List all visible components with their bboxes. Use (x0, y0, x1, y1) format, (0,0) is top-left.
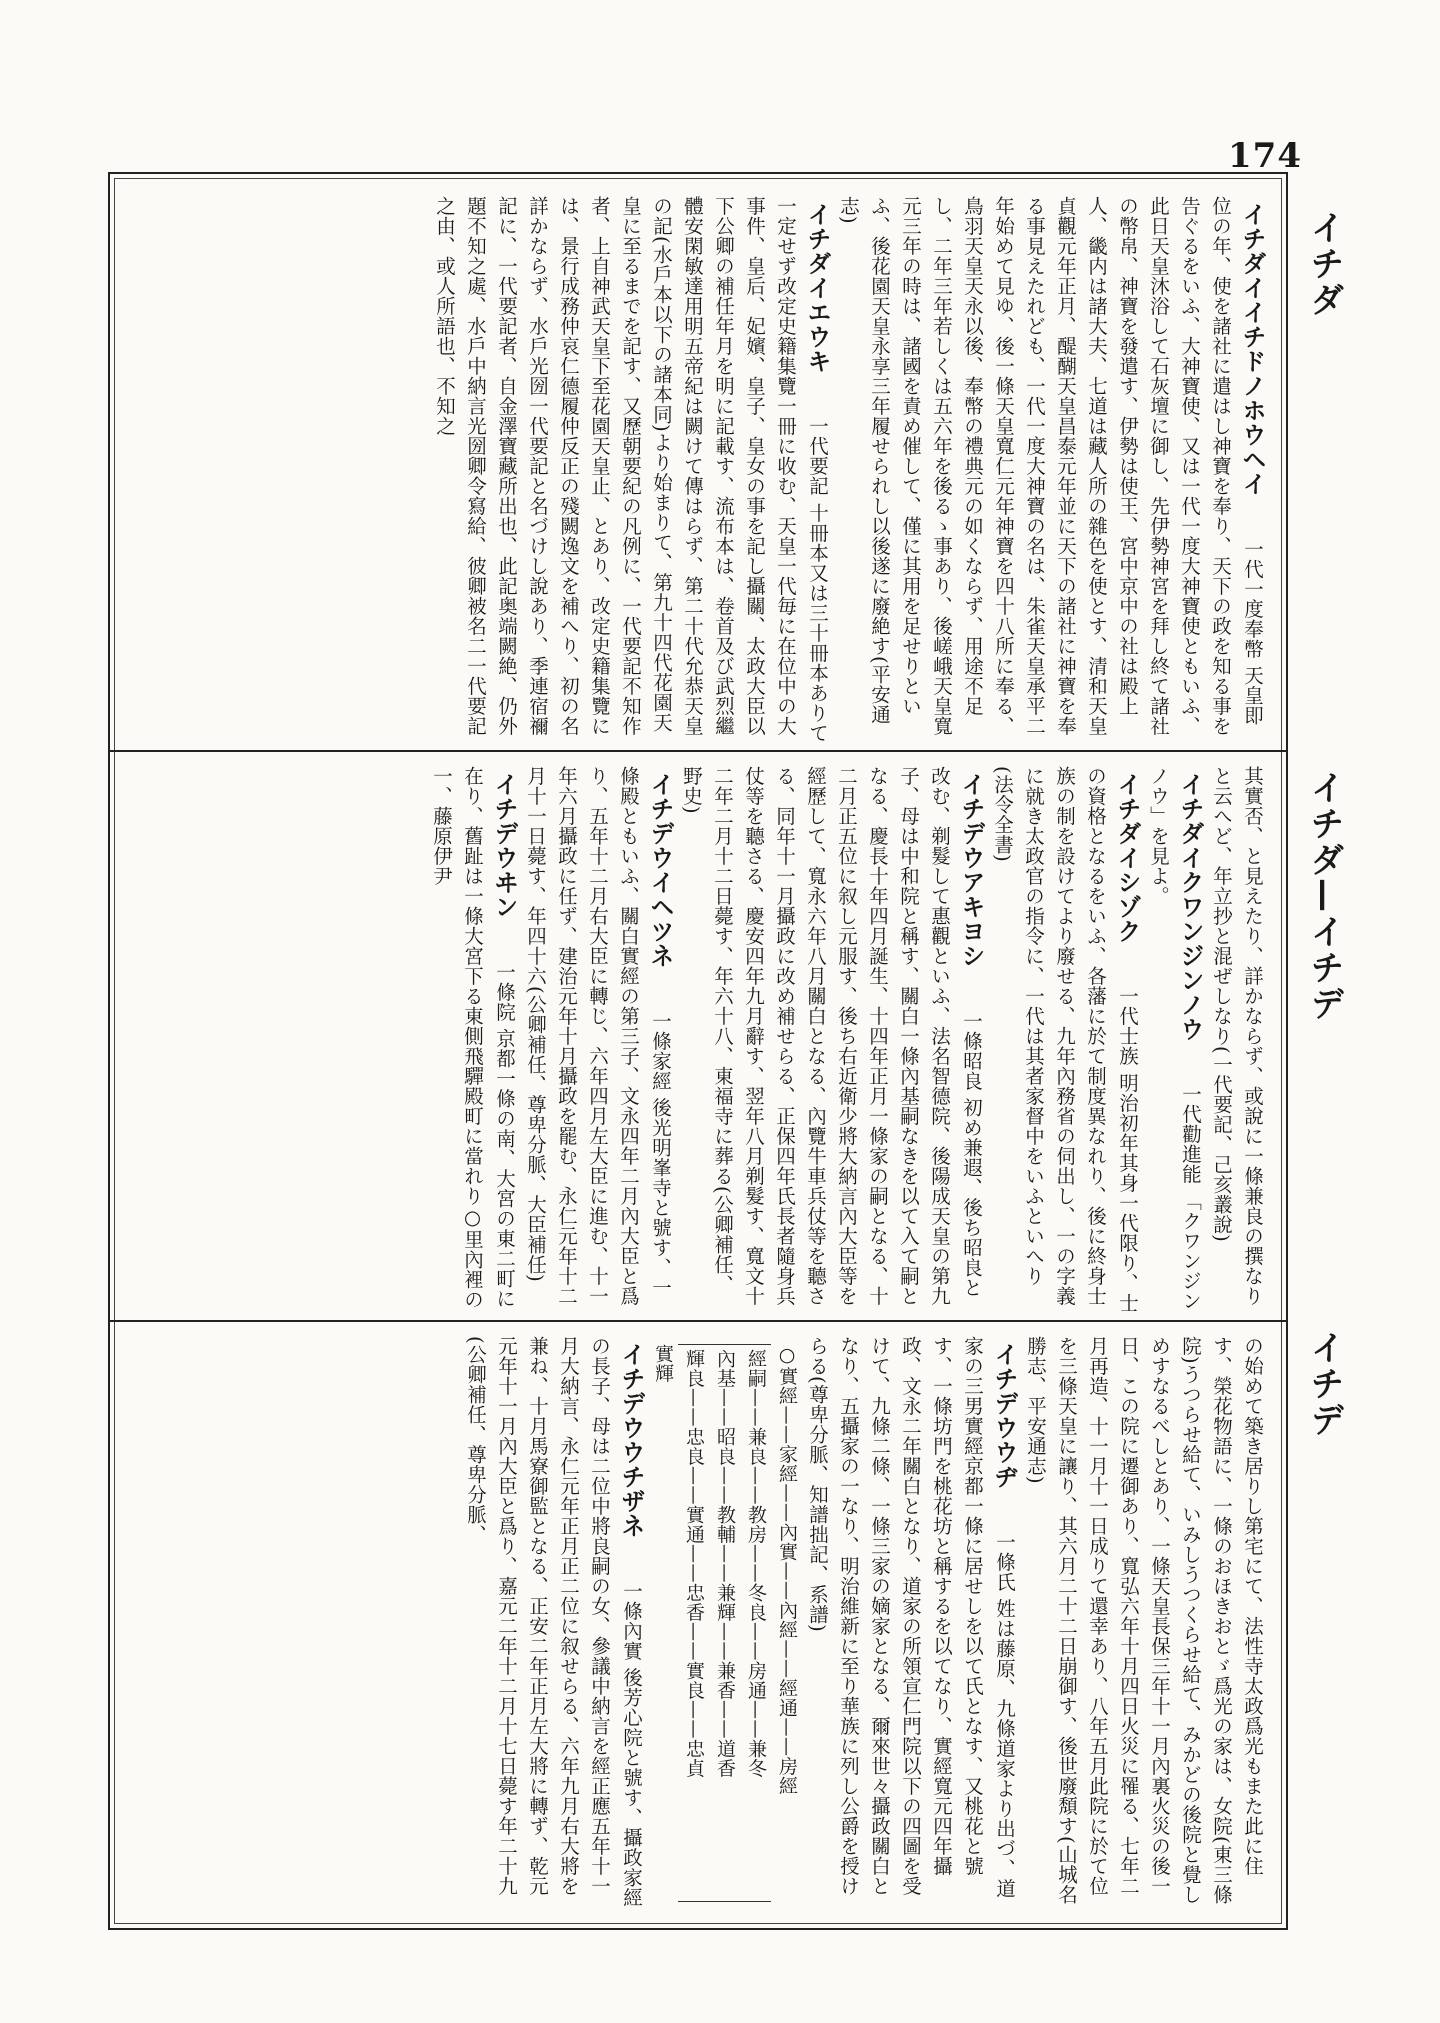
entry-body: 「クワンジンノウ」を見よ。 (1147, 766, 1202, 1311)
entry-heading: イチダイイチドノホウヘイ (1238, 202, 1266, 496)
entry-heading: イチダイエウキ (803, 202, 831, 374)
entry-body: 十冊本又は三十冊本ありて一定せず改定史籍集覽一冊に收む、天皇一代毎に在位中の大事件、皇后、妃嬪、皇子、皇女の事を記し攝關、太政大臣以下公卿の補任年月を明に記載す、流布本は、卷首及び武烈繼體安閑敏達用明五帝紀は闕けて傳はらず、第二十代允恭天皇の記(水戶本以下の諸本同)より始まりて、第九十四代花園天皇に至るまでを記す、又歷朝要紀の凡例に、一代要記不知作者、上自神武天皇下至花園天皇止、とあり、改定史籍集覽には、景行成務仲哀仁德履仲反正の殘闕逸文を補へり、初の名詳かならず、水戶光圀一代要記と名づけし說あり、季連宿禰記に、一代要記者、自金澤寶藏所出也、此記奥端闕絶、仍外題不知之處、水戶中納言光圀卿令寫給、彼卿被名二一代要記之由、或人所語也、不知之 (433, 196, 829, 743)
entry-body: 初め兼遐、後ち昭良と改む、剃髮して惠觀といふ、法名智德院、後陽成天皇の第九子、母は中和院と稱す、關白一條內基嗣なきを以て入て嗣となる、慶長十年四月誕生、十四年正月一條家の嗣となる、十二月正五位に叙し元服す、後ち右近衛少將大納言內大臣等を經歷して、寬永六年八月關白となる、內覽牛車兵仗等を聽さる、同年十一月攝政に改め補せらる、正保四年氏長者隨身兵仗等を聽さる、慶安四年九月辭す、翌年八月剃髮す、寬文十二年二月十二日薨す、年六十八、東福寺に葬る(公卿補任、野史) (680, 766, 983, 1306)
entry-ichijou-in (426, 766, 520, 1314)
running-head-bottom: イチデ (1304, 1330, 1344, 1438)
entry-ichijou-uchizane (460, 1336, 647, 1910)
entry-heading: イチデウウチザネ (617, 1342, 645, 1538)
entry-heading: イチデウウヂ (990, 1342, 1018, 1489)
divider-top-middle (110, 750, 1286, 752)
entry-reference: 一代一度奉幣 (1241, 538, 1264, 659)
entry-heading: イチダイクワンジンノウ (1176, 772, 1204, 1042)
entry-reference: 一條院 (493, 961, 516, 1022)
entry-ichidai-kanjin-nou (1143, 766, 1206, 1314)
divider-middle-bottom (110, 1320, 1286, 1322)
entry-body: 後光明峯寺と號す、一條殿ともいふ、關白實經の第三子、文永四年二月內大臣と爲り、五年十二月右大臣に轉じ、六年四月左大臣に進む、十一年六月攝政に任ず、建治元年十月攝政を罷む、永仁元年十二月十一日薨す、年四十六(公卿補任、尊卑分脈、大臣補任) (524, 766, 672, 1306)
entry-body: の始めて築き居りし第宅にて、法性寺太政爲光もまた此に住す、榮花物語に、一條のおほきおとゞ爲光の家は、女院(東三條院)うつらせ給て、いみしうつくらせ給て、みかどの後院と覺しめすなるべしとあり、一條天皇長保三年十一月內裏火災の後一日、この院に遷御あり、寬弘六年十月四日火災に罹る、七年二月再造、十一月十一日成りて還幸あり、八年五月此院に於て位を三條天皇に讓り、其六月二十二日崩御す、後世廢頽す(山城名勝志、平安通志) (1024, 1336, 1264, 1905)
entry-heading: イチダイシゾク (1113, 772, 1141, 944)
section-middle (128, 766, 1268, 1314)
entry-ichijou-ietsune (520, 766, 676, 1314)
entry-continued (1020, 1336, 1268, 1910)
entry-body: 姓は藤原、九條道家より出づ、道家の三男實經京都一條に居せしを以て氏となす、又桃花と號す、一條坊門を桃花坊と稱するを以てなり、實經寬元四年攝政、文永二年關白となり、道家の所領宣仁門院以下の四圖を受けて、九條二條、一條三家の嫡家となる、爾來世々攝政關白となり、五攝家の一なり、明治維新に至り華族に列し公爵を授けらる(尊卑分脈、知譜拙記、系譜) (806, 1336, 1016, 1899)
entry-body: 京都一條の南、大宮の東二町に在り、舊趾は一條大宮下る東側飛驒殿町に當れり○里內裡の一、藤原伊尹 (430, 766, 516, 1310)
entry-body: 後芳心院と號す、攝政家經の長子、母は二位中將良嗣の女、參議中納言を經正應五年十一月大納言、永仁元年正月正二位に叙せらる、六年九月右大將を兼ね、十月馬寮御監となる、正安二年正月左大將に轉ず、乾元元年十一月內大臣と爲り、嘉元二年十二月十七日薨す年二十九(公卿補任、尊卑分脈、 (464, 1336, 643, 1908)
genealogy-line: 內基——昭良——教輔——兼輝——兼香——道香 (709, 1344, 740, 1902)
entry-ichijou-uji (802, 1336, 1020, 1910)
genealogy-line: 經嗣——兼良——教房——冬良——房通——兼冬 (740, 1344, 771, 1902)
entry-body: 其實否、と見えたり、詳かならず、或說に一條兼良の撰なりと云へど、年立抄と混ぜしなり(一代要記、己亥叢說) (1210, 766, 1264, 1306)
entry-heading: イチデウイヘツネ (646, 772, 674, 968)
entry-reference: 一代士族 (1116, 986, 1139, 1067)
section-bottom (128, 1336, 1268, 1910)
entry-body: 天皇即位の年、使を諸社に遣はし神寶を奉り、天下の政を知る事を告ぐるをいふ、大神寶使、又は一代一度大神寶使ともいふ、此日天皇沐浴して石灰壇に御し、先伊勢神宮を拜し終て諸社の幣帛、神寶を發遣す、伊勢は使王、宮中京中の社は殿上人、畿内は諸大夫、七道は藏人所の雜色を使とす、清和天皇貞觀元年正月、醍醐天皇昌泰元年並に天下の諸社に神寶を奉る事見えたれども、一代一度大神寶の名は、朱雀天皇承平二年始めて見ゆ、後一條天皇寬仁元年神寶を四十八所に奉る、鳥羽天皇天永以後、奉幣の禮典元の如くならず、用途不足し、二年三年若しくは五六年を後るゝ事あり、後嵯峨天皇寬元三年の時は、諸國を責め催して、僅に其用を足せりといふ、後花園天皇永享三年履せられし以後遂に廢絶す(平安通志) (837, 196, 1264, 736)
entry-ichidai-shizoku (987, 766, 1143, 1314)
entry-reference: 一代要記 (806, 416, 829, 497)
genealogy-chart (647, 1344, 802, 1902)
entry-ichidai-youki (429, 196, 833, 744)
entry-heading: イチデウアキヨシ (957, 772, 985, 968)
entry-reference: 一條昭良 (960, 1010, 983, 1091)
entry-heading: イチデウヰン (490, 772, 518, 919)
running-head-top: イチダ (1304, 210, 1344, 318)
genealogy-line: 輝良——忠良——實通——忠香——實良——忠貞 (678, 1344, 709, 1902)
running-head-middle: イチダ—イチデ (1304, 770, 1344, 1022)
entry-reference: 一代勸進能 (1179, 1084, 1202, 1185)
entry-continued (1206, 766, 1268, 1314)
entry-reference: 一條氏 (993, 1531, 1016, 1592)
entry-ichidai-ichido-no-houhei (833, 196, 1268, 744)
genealogy-line: ○實經——家經——內實——內經——經通——房經 (776, 1344, 798, 1796)
entry-reference: 一條內實 (620, 1580, 643, 1661)
entry-ichijou-akiyoshi (676, 766, 987, 1314)
genealogy-line: 實輝 (652, 1344, 674, 1383)
section-top (128, 196, 1268, 744)
entry-body: 明治初年其身一代限り、士の資格となるをいふ、各藩に於て制度異なれり、後に終身士族の制を設けてより廢せる、九年內務省の伺出し、一の字義に就き太政官の指令に、一代は其者家督中をいふといへり(法令全書) (991, 766, 1139, 1313)
entry-reference: 一條家經 (649, 1010, 672, 1091)
page-number: 174 (1228, 136, 1302, 176)
